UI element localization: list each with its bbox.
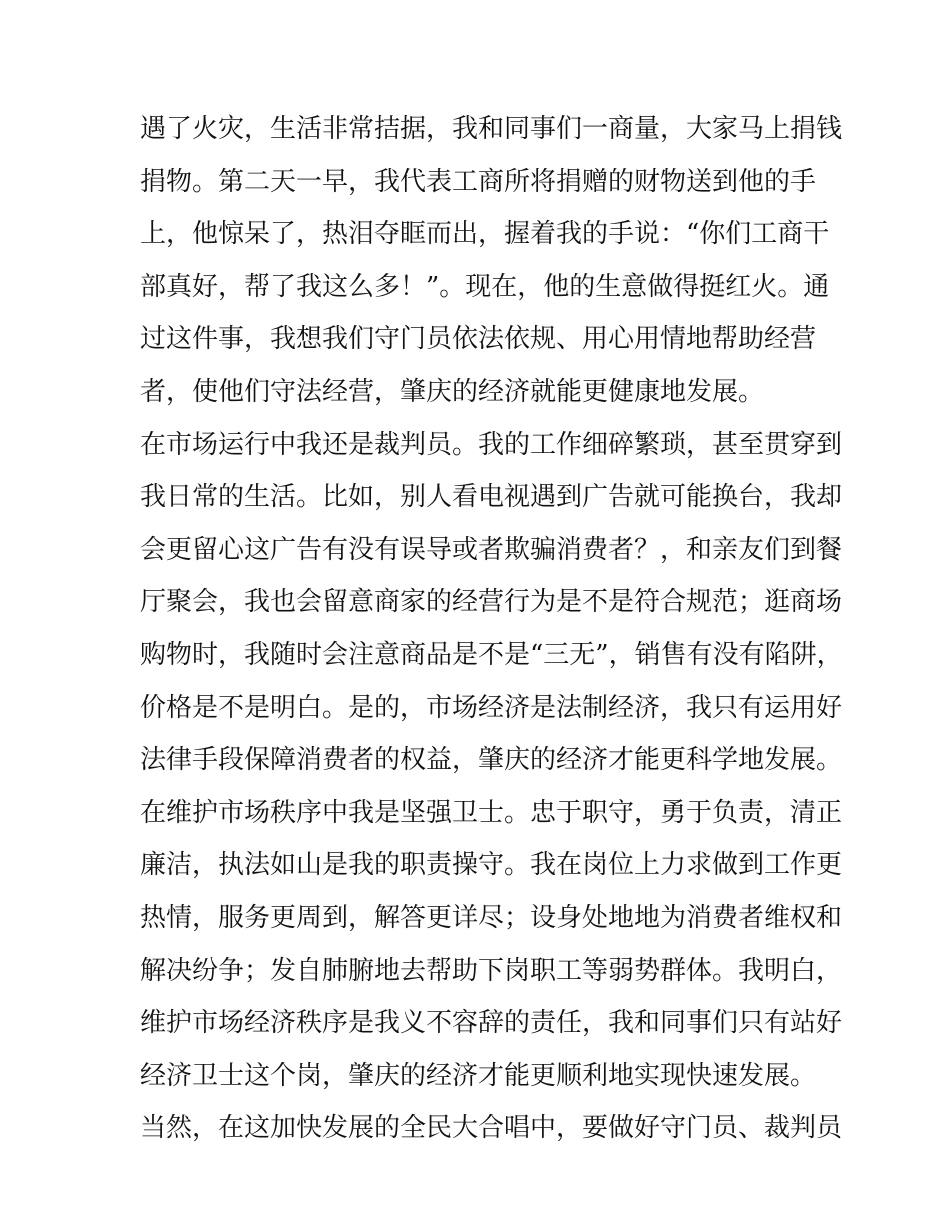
text-line: 热情，服务更周到，解答更详尽；设身处地地为消费者维权和 <box>140 902 843 933</box>
text-line: 在市场运行中我还是裁判员。我的工作细碎繁琐，甚至贯穿到 <box>140 429 843 460</box>
text-line: 维护市场经济秩序是我义不容辞的责任，我和同事们只有站好 <box>140 1008 843 1039</box>
body-text <box>140 103 843 1155</box>
text-line: 厅聚会，我也会留意商家的经营行为是不是符合规范；逛商场 <box>140 587 843 618</box>
text-line: 遇了火灾，生活非常拮据，我和同事们一商量，大家马上捐钱 <box>140 114 843 144</box>
text-line: 部真好，帮了我这么多！”。现在，他的生意做得挺红火。通 <box>140 271 830 302</box>
text-line: 价格是不是明白。是的，市场经济是法制经济，我只有运用好 <box>140 692 843 723</box>
text-line: 在维护市场秩序中我是坚强卫士。忠于职守，勇于负责，清正 <box>140 797 843 828</box>
text-line: 解决纷争；发自肺腑地去帮助下岗职工等弱势群体。我明白， <box>140 955 843 986</box>
text-line: 经济卫士这个岗，肇庆的经济才能更顺利地实现快速发展。 <box>140 1060 817 1091</box>
text-line: 上，他惊呆了，热泪夺眶而出，握着我的手说：“你们工商干 <box>140 219 830 250</box>
text-line: 会更留心这广告有没有误导或者欺骗消费者？，和亲友们到餐 <box>140 534 843 565</box>
text-line: 购物时，我随时会注意商品是不是“三无”，销售有没有陷阱， <box>140 639 843 670</box>
text-line: 者，使他们守法经营，肇庆的经济就能更健康地发展。 <box>140 376 765 407</box>
text-line: 法律手段保障消费者的权益，肇庆的经济才能更科学地发展。 <box>140 745 843 776</box>
text-line: 我日常的生活。比如，别人看电视遇到广告就可能换台，我却 <box>140 482 843 513</box>
text-line: 廉洁，执法如山是我的职责操守。我在岗位上力求做到工作更 <box>140 850 843 881</box>
text-line: 捐物。第二天一早，我代表工商所将捐赠的财物送到他的手 <box>140 166 817 197</box>
text-line: 过这件事，我想我们守门员依法依规、用心用情地帮助经营 <box>140 324 817 355</box>
text-line: 当然，在这加快发展的全民大合唱中，要做好守门员、裁判员 <box>140 1113 843 1144</box>
